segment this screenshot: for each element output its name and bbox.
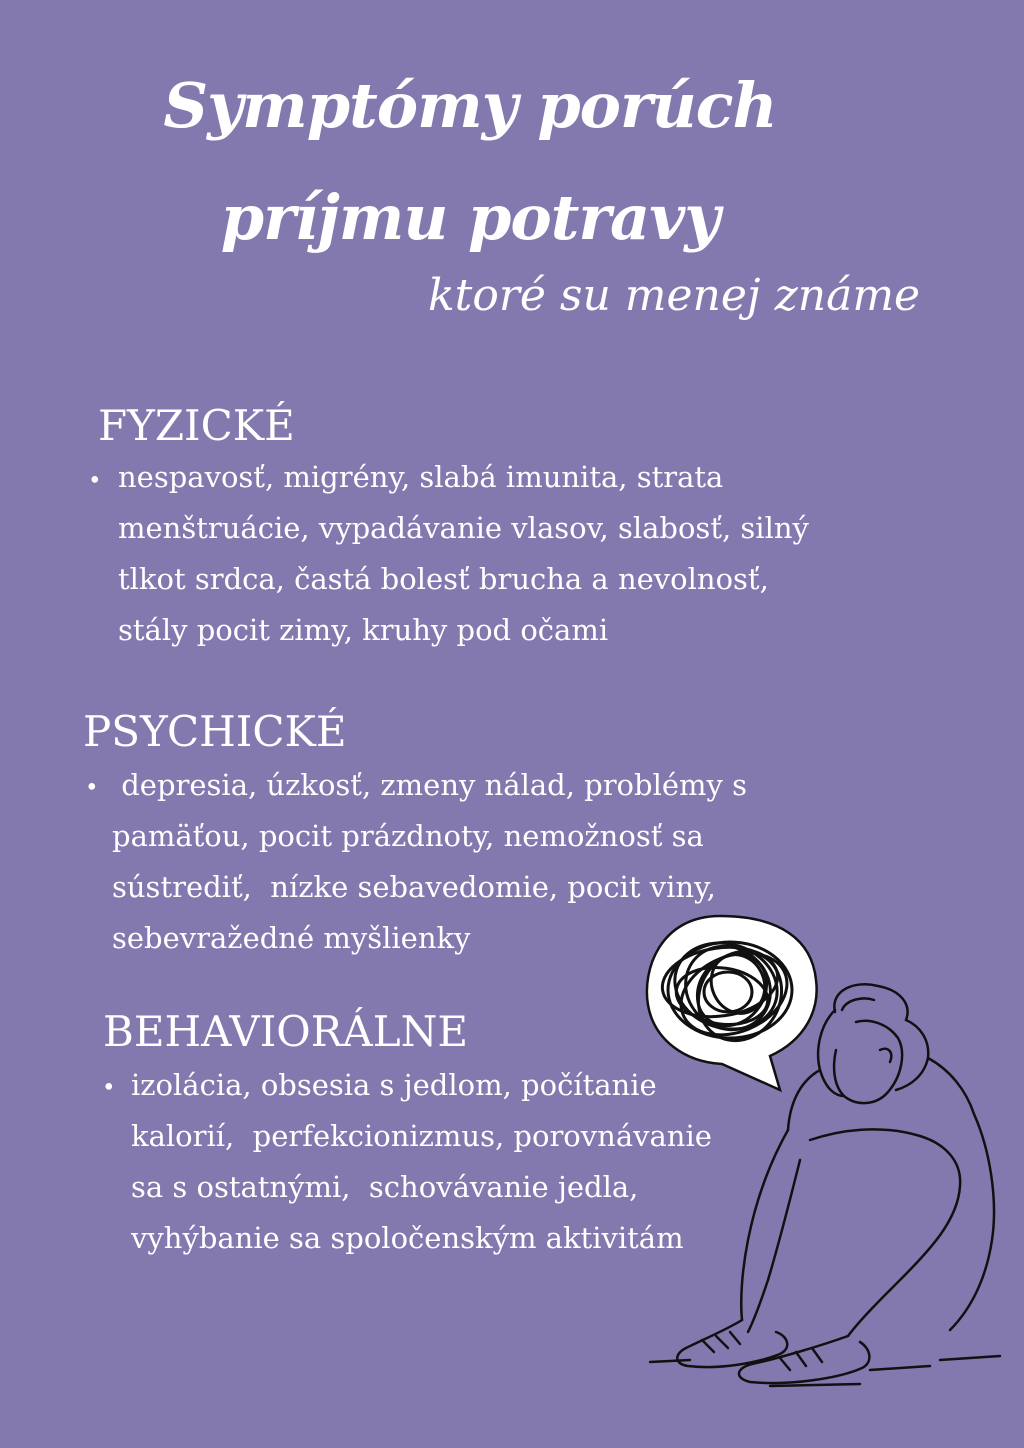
text-line: pamäťou, pocit prázdnoty, nemožnosť sa: [112, 819, 704, 853]
section-text-physical: [118, 452, 809, 656]
poster-title: [0, 50, 940, 274]
text-line: kalorií, perfekcionizmus, porovnávanie: [131, 1119, 712, 1153]
text-line: sebevražedné myšlienky: [112, 921, 471, 955]
text-line: tlkot srdca, častá bolesť brucha a nevolnosť,: [118, 562, 769, 596]
section-heading-physical: FYZICKÉ: [98, 401, 295, 450]
section-heading-psychological: PSYCHICKÉ: [83, 707, 347, 756]
text-line: sústrediť, nízke sebavedomie, pocit viny,: [112, 870, 716, 904]
bullet-psychological: •: [85, 775, 99, 801]
text-line: nespavosť, migrény, slabá imunita, strata: [118, 460, 724, 494]
text-line: vyhýbanie sa spoločenským aktivitám: [131, 1221, 684, 1255]
bullet-behavioral: •: [102, 1075, 116, 1101]
bullet-physical: •: [88, 468, 102, 494]
title-line-2: príjmu potravy: [220, 181, 720, 254]
text-line: stály pocit zimy, kruhy pod očami: [118, 613, 609, 647]
text-line: depresia, úzkosť, zmeny nálad, problémy s: [112, 768, 747, 802]
text-line: menštruácie, vypadávanie vlasov, slabosť, silný: [118, 511, 809, 545]
title-line-1: Symptómy porúch: [163, 69, 777, 142]
text-line: izolácia, obsesia s jedlom, počítanie: [131, 1068, 657, 1102]
poster-subtitle: ktoré su menej známe: [428, 270, 921, 321]
text-line: sa s ostatnými, schovávanie jedla,: [131, 1170, 639, 1204]
section-heading-behavioral: BEHAVIORÁLNE: [103, 1007, 468, 1056]
section-text-behavioral: [131, 1060, 712, 1264]
